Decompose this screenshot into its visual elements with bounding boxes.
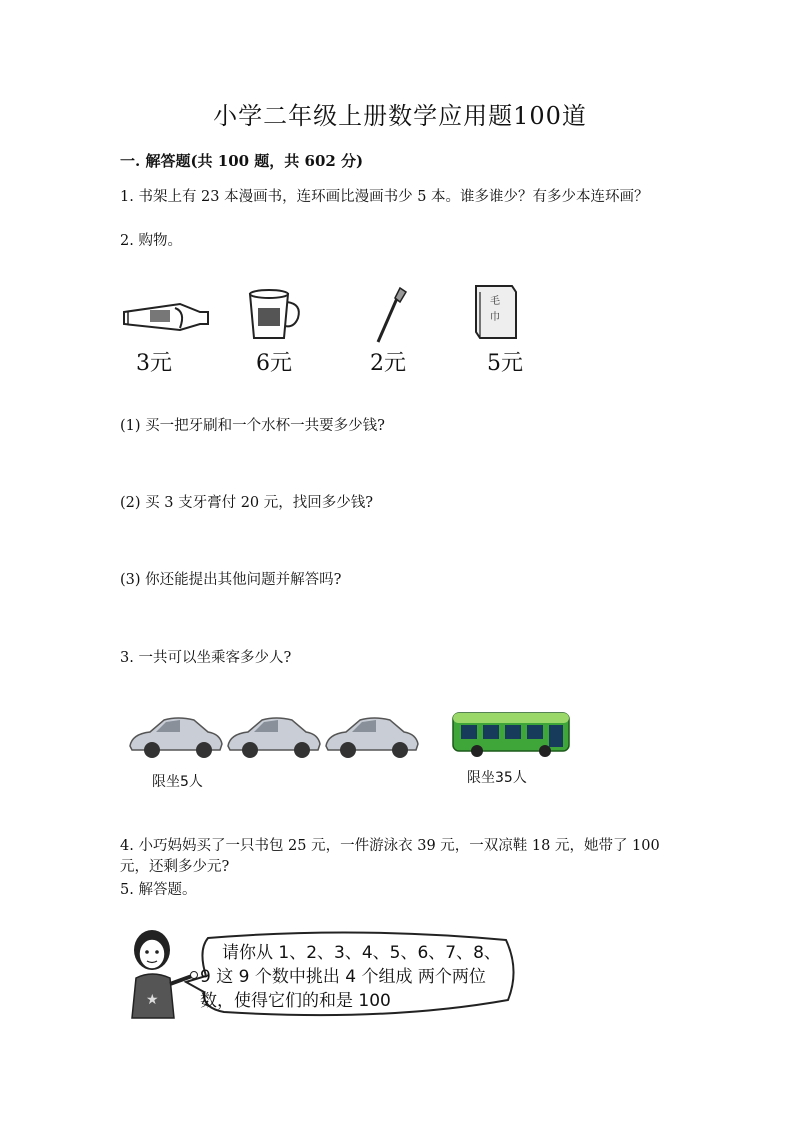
question-2-sub-1: (1) 买一把牙刷和一个水杯一共要多少钱? [120,418,385,434]
question-1: 1. 书架上有 23 本漫画书，连环画比漫画书少 5 本。谁多谁少？有多少本连环画？ [120,189,649,205]
bubble-line-1: 请你从 1、2、3、4、5、6、7、8、 [222,943,501,963]
question-3: 3. 一共可以坐乘客多少人? [120,650,292,666]
bus-icon [451,709,573,759]
toothpaste-icon [120,282,210,342]
question-5: 5. 解答题。 [120,882,197,898]
car-icon [326,718,418,758]
cars-illustration [128,712,420,762]
towel-label-2: 巾 [490,312,500,323]
price-toothbrush: 2元 [370,351,406,376]
section-heading: 一. 解答题(共 100 题，共 602 分) [120,152,364,170]
bubble-line-2: 9 这 9 个数中挑出 4 个组成 两个两位 [200,967,486,987]
cup-icon [244,288,304,344]
question-4: 4. 小巧妈妈买了一只书包 25 元，一件游泳衣 39 元，一双凉鞋 18 元，她带了 100 元，还剩多少元? [120,838,660,875]
toothbrush-icon [374,286,408,346]
question-2: 2. 购物。 [120,233,182,249]
page-title: 小学二年级上册数学应用题100道 [213,102,587,130]
bus-seat-label: 限坐35人 [467,770,527,786]
price-cup: 6元 [256,351,292,376]
car-icon [130,718,222,758]
price-toothpaste: 3元 [136,351,172,376]
car-seat-label: 限坐5人 [152,774,203,790]
bubble-line-3: 数，使得它们的和是 100 [200,991,391,1011]
car-icon [228,718,320,758]
towel-icon [472,282,524,342]
svg-text:★: ★ [146,992,159,1008]
towel-label-1: 毛 [490,296,500,307]
question-2-sub-3: (3) 你还能提出其他问题并解答吗? [120,572,342,588]
question-2-sub-2: (2) 买 3 支牙膏付 20 元，找回多少钱? [120,495,374,511]
price-towel: 5元 [487,351,523,376]
